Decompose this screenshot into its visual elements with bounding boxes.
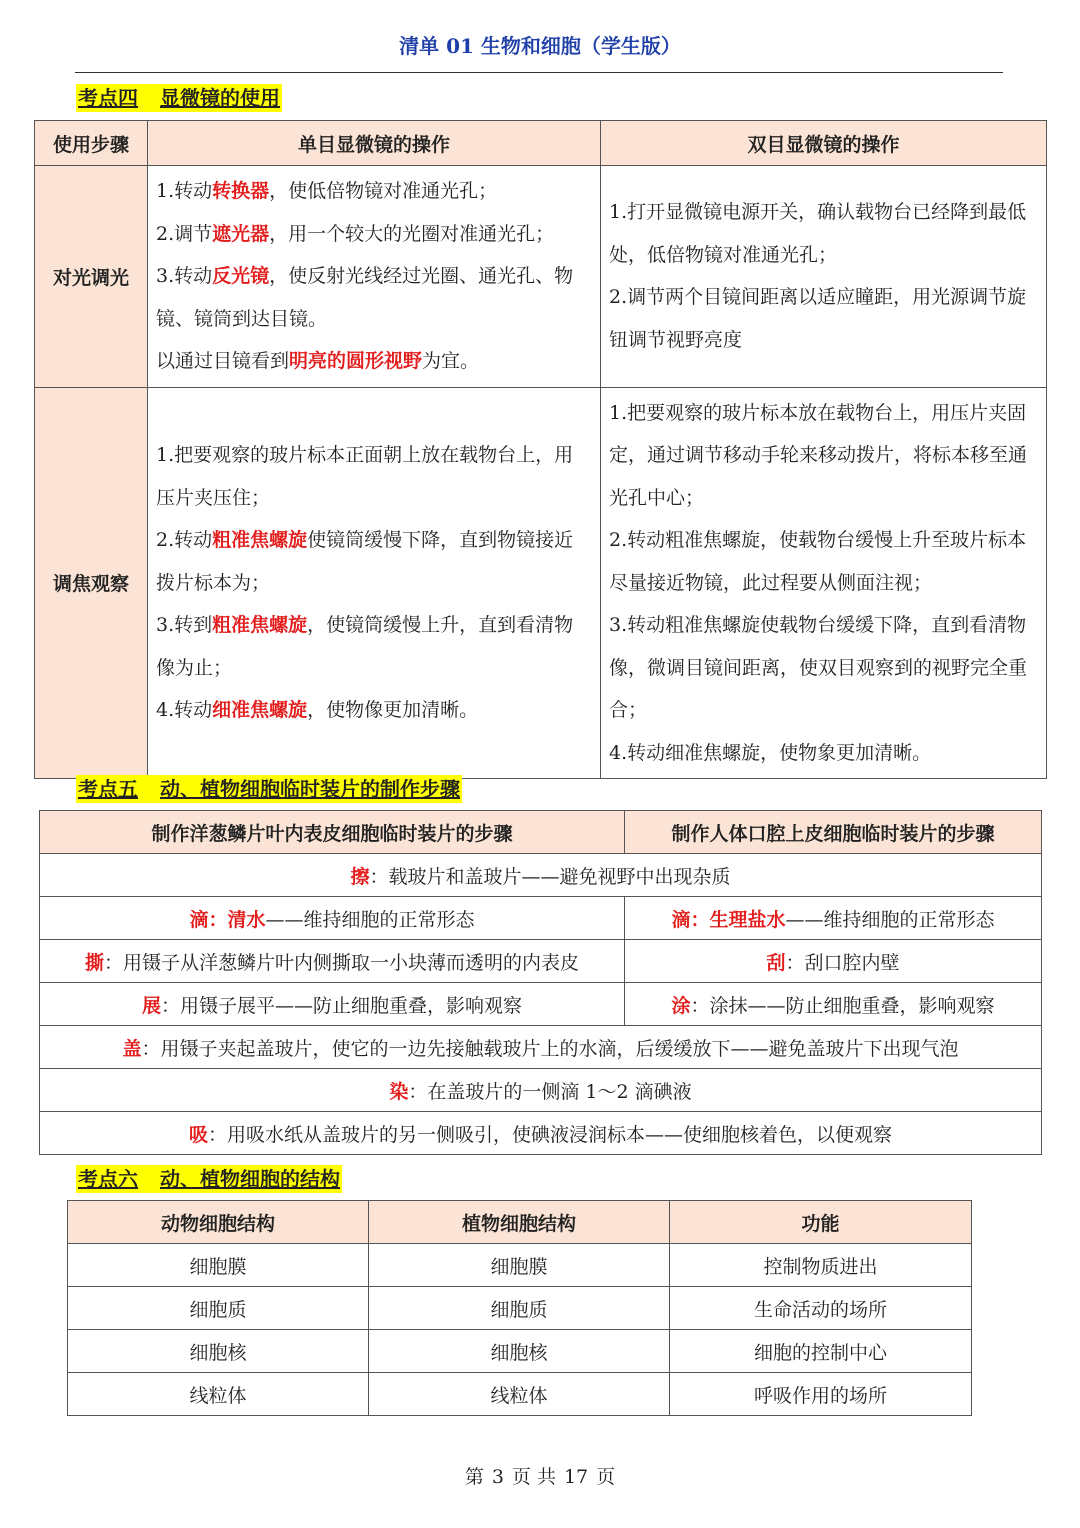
step-cell-tear [40,940,625,983]
text-segment: 1.打开显微镜电源开关，确认载物台已经降到最低处，低倍物镜对准通光孔； [609,201,1027,266]
microscope-table [34,120,1047,779]
table-row [68,1244,972,1287]
table-row [68,1330,972,1373]
step-cell-drop-saline [625,897,1042,940]
highlight-term: 刮 [766,951,786,974]
text-segment: ，使物像更加清晰。 [307,699,479,721]
bino-cell [601,166,1047,388]
table-header: 制作人体口腔上皮细胞临时装片的步骤 [625,811,1042,854]
highlight-term: 细准焦螺旋 [212,699,308,721]
text-segment: ：刮口腔内壁 [785,951,900,974]
table-header: 使用步骤 [35,121,148,166]
text-segment: 3.转动 [156,265,213,287]
step-cell-spread [40,983,625,1026]
footer-prefix: 第 [464,1466,484,1488]
table-cell: 细胞核 [369,1330,670,1373]
table-cell: 生命活动的场所 [670,1287,972,1330]
footer-mid: 页 共 [511,1466,556,1488]
highlight-term: 转换器 [212,180,270,202]
cell-line [156,604,592,689]
table-row [68,1373,972,1416]
highlight-term: 遮光器 [212,222,270,245]
table-cell: 细胞的控制中心 [670,1330,972,1373]
step-label: 调焦观察 [35,387,148,779]
section4-title [76,84,282,112]
text-segment: ，使镜筒缓慢上升，直到看清物像为止； [156,614,574,679]
cell-line [156,434,592,519]
cell-line [609,191,1038,276]
table-cell: 细胞质 [68,1287,369,1330]
section6-title-num: 考点六 [78,1167,138,1191]
highlight-term: 涂 [671,994,691,1017]
text-segment: ，使反射光线经过光圈、通光孔、物镜、镜筒到达目镜。 [156,265,574,330]
table-cell: 细胞质 [369,1287,670,1330]
table-row [68,1287,972,1330]
slide-prep-table [39,810,1042,1155]
text-segment: 1.把要观察的玻片标本放在载物台上，用压片夹固定，通过调节移动手轮来移动拨片，将标本移至通光孔中心； [609,401,1028,509]
section5-title [76,775,462,803]
text-segment: 以通过目镜看到 [156,350,290,372]
step-row-stain [40,1069,1042,1112]
text-segment: ，用一个较大的光圈对准通光孔； [269,222,555,245]
highlight-term: 反光镜 [212,265,270,287]
page-footer [0,1462,1080,1489]
step-row-absorb [40,1112,1042,1155]
cell-line [609,604,1038,732]
section6-title-text: 动、植物细胞的结构 [160,1167,340,1191]
step-cell-drop-water [40,897,625,940]
highlight-term: 擦 [350,865,370,888]
footer-total-pages: 17 [563,1466,589,1488]
table-cell: 细胞核 [68,1330,369,1373]
text-segment: 2.调节 [156,222,213,245]
bino-cell [601,387,1047,779]
table-header: 制作洋葱鳞片叶内表皮细胞临时装片的步骤 [40,811,625,854]
cell-line [609,392,1038,520]
section6-title [76,1165,342,1193]
step-row-cover [40,1026,1042,1069]
highlight-term: 盖 [122,1037,142,1060]
table-header: 功能 [670,1201,972,1244]
text-segment: 4.转动 [156,699,213,721]
text-segment: ：用镊子夹起盖玻片，使它的一边先接触载玻片上的水滴，后缓缓放下——避免盖玻片下出现气泡 [141,1037,959,1060]
text-segment: ：用镊子从洋葱鳞片叶内侧撕取一小块薄而透明的内表皮 [104,951,580,974]
mono-cell [148,166,601,388]
step-cell-smear [625,983,1042,1026]
text-segment: ——维持细胞的正常形态 [265,908,475,931]
mono-cell [148,387,601,779]
cell-line [156,170,592,213]
footer-page-number: 3 [491,1466,504,1488]
highlight-term: 展 [141,994,161,1017]
text-segment: 2.转动 [156,529,213,551]
table-cell: 控制物质进出 [670,1244,972,1287]
text-segment: ：涂抹——防止细胞重叠，影响观察 [690,994,995,1017]
table-header: 植物细胞结构 [369,1201,670,1244]
table-cell: 细胞膜 [68,1244,369,1287]
cell-line [609,519,1038,604]
text-segment: ：在盖玻片的一侧滴 1～2 滴碘液 [408,1080,692,1103]
text-segment: ：载玻片和盖玻片——避免视野中出现杂质 [369,865,731,888]
table-cell: 呼吸作用的场所 [670,1373,972,1416]
cell-line [156,255,592,340]
table-header: 双目显微镜的操作 [601,121,1047,166]
text-segment: 3.转到 [156,614,213,636]
text-segment: 2.转动粗准焦螺旋，使载物台缓慢上升至玻片标本尽量接近物镜，此过程要从侧面注视； [609,529,1027,594]
page-header-title: 清单 01 生物和细胞（学生版） [399,34,681,58]
cell-line [156,213,592,256]
text-segment: ——维持细胞的正常形态 [785,908,995,931]
step-cell-scrape [625,940,1042,983]
cell-line [609,276,1038,361]
step-row-wipe [40,854,1042,897]
cell-line [609,732,1038,775]
text-segment: 1.把要观察的玻片标本正面朝上放在载物台上，用压片夹压住； [156,444,574,509]
text-segment: 2.调节两个目镜间距离以适应瞳距，用光源调节旋钮调节视野亮度 [609,286,1027,351]
section5-title-num: 考点五 [78,777,138,801]
cell-line [156,519,592,604]
highlight-term: 吸 [188,1123,208,1146]
highlight-term: 染 [389,1080,409,1103]
table-cell: 线粒体 [369,1373,670,1416]
text-segment: ：用镊子展平——防止细胞重叠，影响观察 [161,994,523,1017]
text-segment: 为宜。 [422,350,480,372]
text-segment: ，使低倍物镜对准通光孔； [269,180,498,202]
text-segment: 1.转动 [156,180,213,202]
text-segment: 3.转动粗准焦螺旋使载物台缓缓下降，直到看清物像，微调目镜间距离，使双目观察到的视野完全重合； [609,614,1028,721]
table-cell: 细胞膜 [369,1244,670,1287]
highlight-term: 粗准焦螺旋 [212,614,308,636]
table-header: 单目显微镜的操作 [148,121,601,166]
footer-suffix: 页 [596,1466,616,1488]
highlight-term: 粗准焦螺旋 [212,529,308,551]
cell-structure-table [67,1200,972,1416]
cell-line [156,340,592,383]
step-label: 对光调光 [35,166,148,388]
text-segment: 使镜筒缓慢下降，直到物镜接近拨片标本为； [156,529,574,594]
highlight-term: 滴：生理盐水 [671,908,786,931]
cell-line [156,689,592,732]
section4-title-num: 考点四 [78,86,138,110]
text-segment: 4.转动细准焦螺旋，使物象更加清晰。 [609,741,932,764]
text-segment: ：用吸水纸从盖玻片的另一侧吸引，使碘液浸润标本——使细胞核着色，以便观察 [208,1123,893,1146]
highlight-term: 滴：清水 [189,908,266,931]
highlight-term: 明亮的圆形视野 [289,350,423,372]
highlight-term: 撕 [84,951,104,974]
header-rule [75,72,1003,73]
table-cell: 线粒体 [68,1373,369,1416]
section5-title-text: 动、植物细胞临时装片的制作步骤 [160,777,460,801]
section4-title-text: 显微镜的使用 [160,86,280,110]
table-header: 动物细胞结构 [68,1201,369,1244]
